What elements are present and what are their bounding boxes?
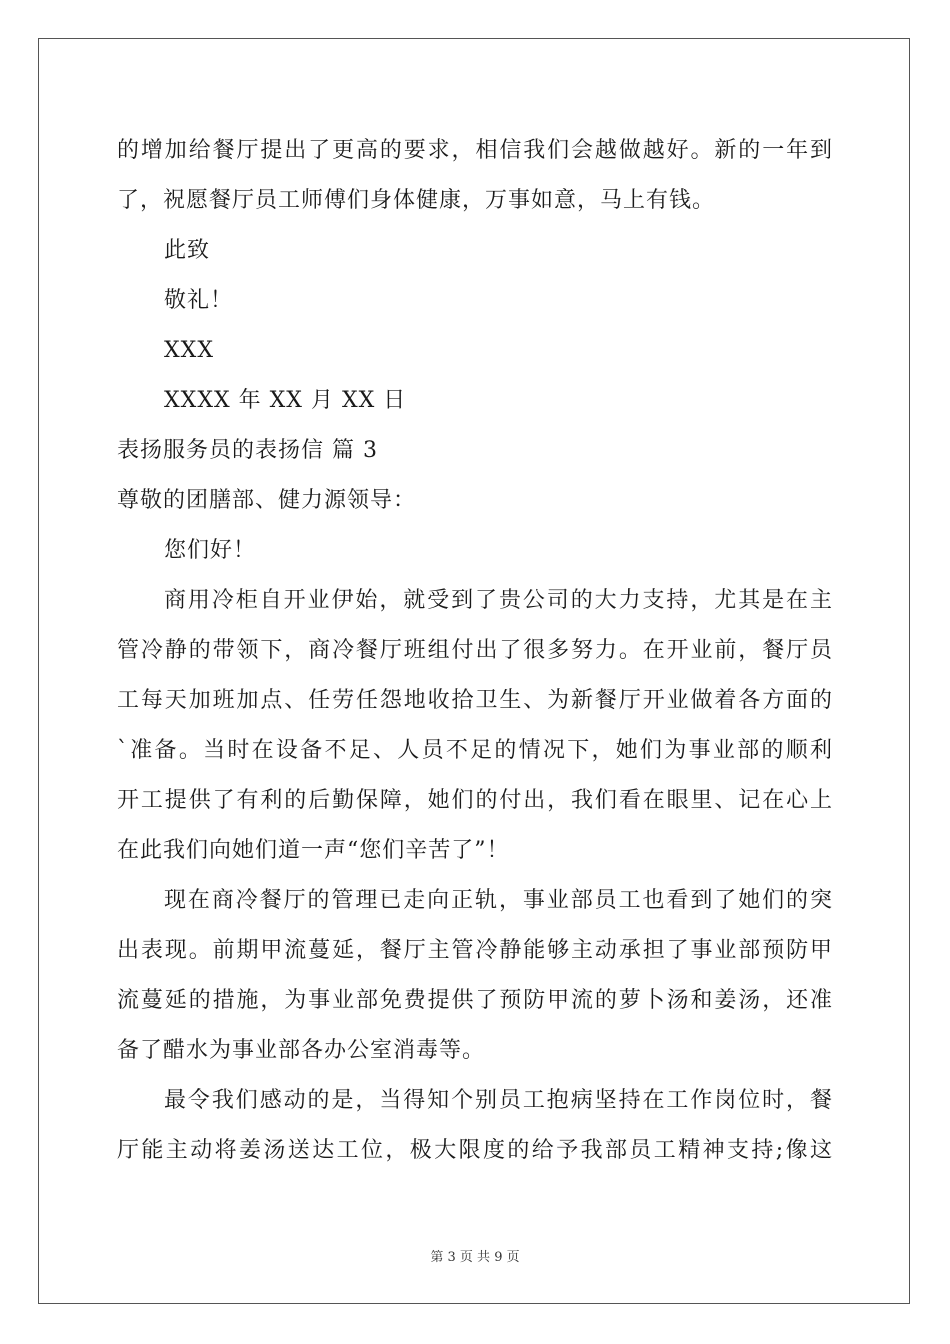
paragraph-line: 工每天加班加点、任劳任怨地收拾卫生、为新餐厅开业做着各方面的 <box>117 688 833 713</box>
closing-salutation: 此致 <box>164 238 211 263</box>
closing-regards: 敬礼！ <box>164 288 234 313</box>
letter-addressee: 尊敬的团膳部、健力源领导： <box>117 488 417 513</box>
paragraph-line: 在此我们向她们道一声“您们辛苦了”！ <box>117 838 510 863</box>
paragraph-line: 商用冷柜自开业伊始，就受到了贵公司的大力支持，尤其是在主 <box>164 588 833 613</box>
section-heading: 表扬服务员的表扬信 篇 3 <box>117 438 378 463</box>
paragraph-line: 了，祝愿餐厅员工师傅们身体健康，万事如意，马上有钱。 <box>117 188 716 213</box>
paragraph-line: 现在商冷餐厅的管理已走向正轨，事业部员工也看到了她们的突 <box>164 888 833 913</box>
paragraph-line: 最令我们感动的是，当得知个别员工抱病坚持在工作岗位时，餐 <box>164 1088 833 1113</box>
paragraph-line: 管冷静的带领下，商冷餐厅班组付出了很多努力。在开业前，餐厅员 <box>117 638 833 663</box>
paragraph-line: 流蔓延的措施，为事业部免费提供了预防甲流的萝卜汤和姜汤，还准 <box>117 988 833 1013</box>
letter-greeting: 您们好！ <box>164 538 257 563</box>
signature-name: XXX <box>164 338 214 363</box>
paragraph-line: 开工提供了有利的后勤保障，她们的付出，我们看在眼里、记在心上 <box>117 788 833 813</box>
paragraph-line: 备了醋水为事业部各办公室消毒等。 <box>117 1038 486 1063</box>
page-number-footer: 第 3 页 共 9 页 <box>430 1250 520 1265</box>
document-body <box>117 126 833 1176</box>
paragraph-line: `准备。当时在设备不足、人员不足的情况下，她们为事业部的顺利 <box>117 738 833 763</box>
paragraph-line: 出表现。前期甲流蔓延，餐厅主管冷静能够主动承担了事业部预防甲 <box>117 938 833 963</box>
paragraph-line: 厅能主动将姜汤送达工位，极大限度的给予我部员工精神支持;像这 <box>117 1138 833 1163</box>
signature-date: XXXX 年 XX 月 XX 日 <box>164 388 407 413</box>
paragraph-line: 的增加给餐厅提出了更高的要求，相信我们会越做越好。新的一年到 <box>117 138 833 163</box>
